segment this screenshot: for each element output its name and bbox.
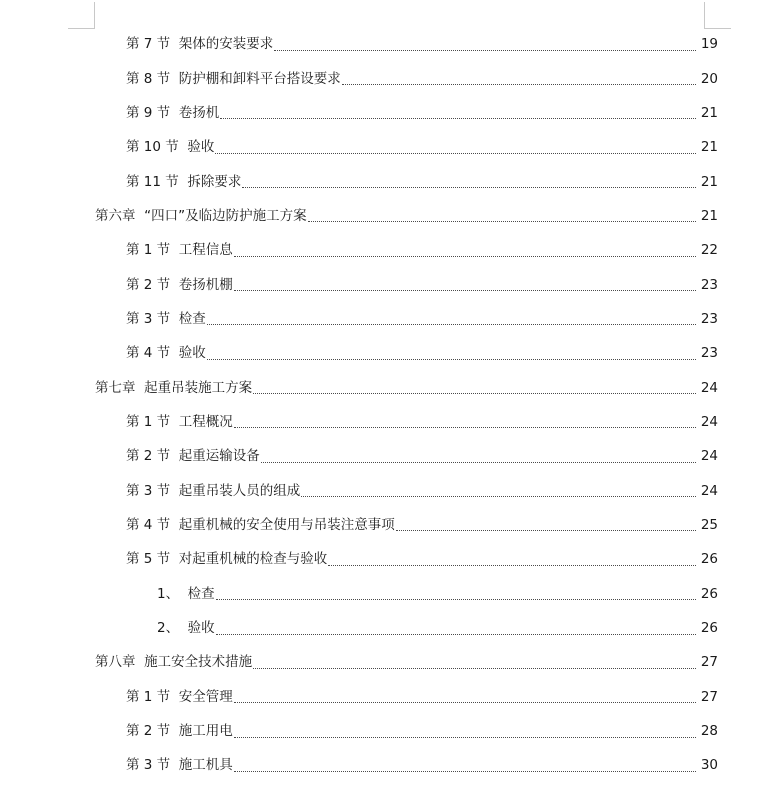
toc-entry-page: 26 xyxy=(700,551,718,568)
toc-entry[interactable] xyxy=(0,680,780,714)
toc-entry[interactable] xyxy=(0,542,780,576)
toc-entry-title: 第 5 节 对起重机械的检查与验收 xyxy=(126,551,328,568)
toc-dot-leader xyxy=(274,32,696,51)
toc-dot-leader xyxy=(215,135,696,154)
toc-dot-leader xyxy=(396,512,696,531)
toc-entry-page: 24 xyxy=(700,482,718,499)
toc-entry-title: 第 2 节 起重运输设备 xyxy=(126,448,260,465)
toc-entry-title: 第 11 节 拆除要求 xyxy=(126,173,242,190)
toc-entry-title: 第 8 节 防护棚和卸料平台搭设要求 xyxy=(126,70,341,87)
toc-chapter-entry[interactable] xyxy=(0,199,780,233)
toc-entry-page: 24 xyxy=(700,413,718,430)
toc-entry[interactable] xyxy=(0,27,780,61)
toc-entry[interactable] xyxy=(0,233,780,267)
toc-entry-title: 第 10 节 验收 xyxy=(126,139,215,156)
toc-subentry[interactable] xyxy=(0,577,780,611)
toc-entry-title: 第 3 节 检查 xyxy=(126,310,206,327)
toc-dot-leader xyxy=(234,684,696,703)
toc-entry[interactable] xyxy=(0,61,780,95)
toc-subentry[interactable] xyxy=(0,611,780,645)
toc-entry-title: 第 1 节 工程概况 xyxy=(126,413,233,430)
toc-entry[interactable] xyxy=(0,96,780,130)
toc-entry-page: 23 xyxy=(700,310,718,327)
toc-entry-page: 26 xyxy=(700,620,718,637)
toc-dot-leader xyxy=(301,478,696,497)
toc-dot-leader xyxy=(207,341,696,360)
toc-entry-title: 2、 验收 xyxy=(157,620,215,637)
toc-dot-leader xyxy=(253,375,696,394)
toc-entry-page: 21 xyxy=(700,173,718,190)
toc-entry-page: 28 xyxy=(700,723,718,740)
toc-dot-leader xyxy=(234,409,696,428)
toc-entry[interactable] xyxy=(0,439,780,473)
crop-mark-top-right xyxy=(704,2,731,29)
toc-entry-title: 第 3 节 施工机具 xyxy=(126,757,233,774)
toc-dot-leader xyxy=(220,100,696,119)
toc-entry-title: 第六章 “四口”及临边防护施工方案 xyxy=(95,207,307,224)
toc-dot-leader xyxy=(234,238,696,257)
toc-entry-page: 27 xyxy=(700,654,718,671)
crop-mark-top-left xyxy=(68,2,95,29)
toc-entry-title: 第 7 节 架体的安装要求 xyxy=(126,36,274,53)
toc-entry-title: 第 2 节 卷扬机棚 xyxy=(126,276,233,293)
toc-entry[interactable] xyxy=(0,164,780,198)
toc-entry[interactable] xyxy=(0,267,780,301)
toc-dot-leader xyxy=(234,272,696,291)
toc-entry-title: 第 1 节 工程信息 xyxy=(126,242,233,259)
toc-entry-page: 21 xyxy=(700,104,718,121)
toc-entry-title: 第 1 节 安全管理 xyxy=(126,688,233,705)
toc-entry-page: 20 xyxy=(700,70,718,87)
toc-entry[interactable] xyxy=(0,336,780,370)
toc-entry[interactable] xyxy=(0,405,780,439)
toc-entry-page: 23 xyxy=(700,345,718,362)
toc-entry-title: 第 4 节 验收 xyxy=(126,345,206,362)
toc-entry-page: 24 xyxy=(700,448,718,465)
toc-entry-title: 第 9 节 卷扬机 xyxy=(126,104,220,121)
toc-entry-page: 25 xyxy=(700,516,718,533)
toc-entry-page: 19 xyxy=(700,36,718,53)
toc-entry-page: 21 xyxy=(700,207,718,224)
toc-entry[interactable] xyxy=(0,302,780,336)
toc-entry[interactable] xyxy=(0,508,780,542)
toc-entry-page: 27 xyxy=(700,688,718,705)
toc-entry-title: 第 4 节 起重机械的安全使用与吊装注意事项 xyxy=(126,516,395,533)
toc-dot-leader xyxy=(342,66,696,85)
toc-dot-leader xyxy=(308,203,696,222)
toc-entry-page: 26 xyxy=(700,585,718,602)
toc-entry-page: 22 xyxy=(700,242,718,259)
toc-entry-title: 1、 检查 xyxy=(157,585,215,602)
toc-dot-leader xyxy=(216,616,696,635)
toc-entry[interactable] xyxy=(0,714,780,748)
table-of-contents xyxy=(0,27,780,783)
toc-entry[interactable] xyxy=(0,130,780,164)
toc-entry-page: 21 xyxy=(700,139,718,156)
toc-dot-leader xyxy=(328,547,696,566)
toc-chapter-entry[interactable] xyxy=(0,370,780,404)
toc-entry-title: 第 2 节 施工用电 xyxy=(126,723,233,740)
toc-entry[interactable] xyxy=(0,748,780,782)
toc-entry-page: 23 xyxy=(700,276,718,293)
toc-entry-title: 第七章 起重吊装施工方案 xyxy=(95,379,253,396)
toc-entry-title: 第 3 节 起重吊装人员的组成 xyxy=(126,482,301,499)
toc-dot-leader xyxy=(234,753,696,772)
toc-dot-leader xyxy=(207,306,696,325)
toc-dot-leader xyxy=(261,444,696,463)
toc-dot-leader xyxy=(253,650,696,669)
toc-entry-page: 24 xyxy=(700,379,718,396)
toc-dot-leader xyxy=(216,581,696,600)
toc-entry-page: 30 xyxy=(700,757,718,774)
toc-chapter-entry[interactable] xyxy=(0,645,780,679)
toc-dot-leader xyxy=(234,719,696,738)
toc-entry[interactable] xyxy=(0,473,780,507)
toc-entry-title: 第八章 施工安全技术措施 xyxy=(95,654,253,671)
toc-dot-leader xyxy=(242,169,696,188)
